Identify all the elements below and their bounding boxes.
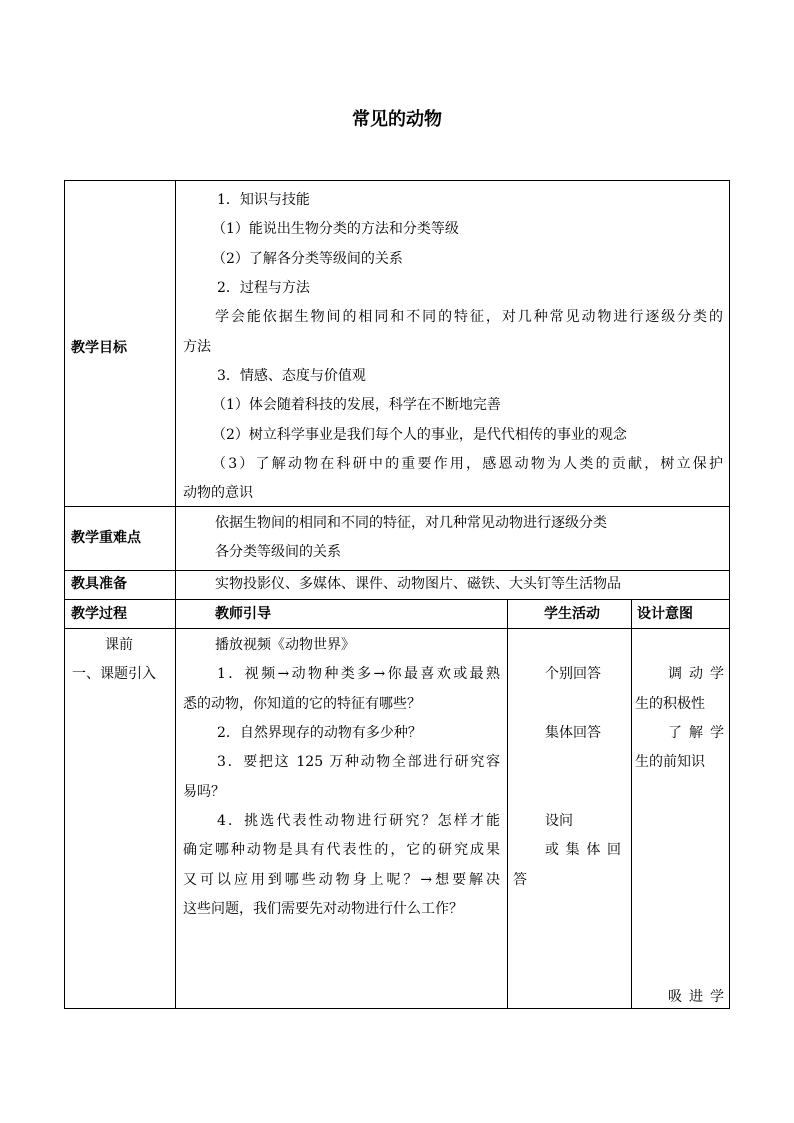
student-activity: 个别回答 xyxy=(545,666,601,682)
keypoint-line: 依据生物间的相同和不同的特征，对几种常见动物进行逐级分类 xyxy=(215,515,607,531)
student-activity: 集体回答 xyxy=(545,725,601,741)
stage-label: 一、课题引入 xyxy=(72,666,156,682)
design-note: 吸进学 xyxy=(668,989,724,1005)
goal-line: （2）树立科学事业是我们每个人的事业，是代代相传的事业的观念 xyxy=(212,427,627,443)
teacher-line: 这些问题，我们需要先对动物进行什么工作？ xyxy=(183,901,463,917)
student-header: 学生活动 xyxy=(544,606,600,622)
column-divider xyxy=(507,599,508,1009)
student-activity: 答 xyxy=(513,872,527,888)
lesson-plan-table xyxy=(64,180,730,1009)
goal-line: （2）了解各分类等级间的关系 xyxy=(212,251,403,267)
goal-line: 方法 xyxy=(183,339,211,355)
column-divider xyxy=(175,180,176,1009)
table-border-left xyxy=(64,180,65,1009)
design-header: 设计意图 xyxy=(637,606,693,622)
design-note: 调动学 xyxy=(668,666,724,682)
design-note: 生的积极性 xyxy=(635,696,705,712)
row-divider xyxy=(64,570,730,571)
table-border-right xyxy=(729,180,730,1009)
keypoints-label: 教学重难点 xyxy=(71,530,141,546)
goal-line: 1．知识与技能 xyxy=(217,192,310,208)
goal-line: （1）能说出生物分类的方法和分类等级 xyxy=(212,221,459,237)
row-divider xyxy=(64,506,730,507)
goal-line: （1）体会随着科技的发展，科学在不断地完善 xyxy=(212,397,501,413)
goal-line: 动物的意识 xyxy=(183,485,253,501)
teacher-line: 悉的动物，你知道的它的特征有哪些？ xyxy=(183,696,421,712)
teacher-line: 易吗？ xyxy=(183,784,225,800)
student-activity: 或集体回 xyxy=(545,842,621,858)
teacher-line: 确定哪种动物是具有代表性的，它的研究成果 xyxy=(183,842,500,858)
design-note: 生的前知识 xyxy=(635,754,705,770)
goal-line: 3．情感、态度与价值观 xyxy=(217,368,366,384)
goals-label: 教学目标 xyxy=(71,340,127,356)
teacher-line: 播放视频《动物世界》 xyxy=(215,637,355,653)
stage-label: 课前 xyxy=(105,637,133,653)
design-note: 了解学 xyxy=(668,725,724,741)
page-title: 常见的动物 xyxy=(352,109,442,130)
goal-line: （3）了解动物在科研中的重要作用，感恩动物为人类的贡献，树立保护 xyxy=(212,456,723,472)
goal-line: 学会能依据生物间的相同和不同的特征，对几种常见动物进行逐级分类的 xyxy=(215,309,723,325)
teacher-line: 1．视频→动物种类多→你最喜欢或最熟 xyxy=(217,666,500,682)
keypoint-line: 各分类等级间的关系 xyxy=(215,544,341,560)
teacher-header: 教师引导 xyxy=(215,606,271,622)
process-label: 教学过程 xyxy=(71,606,127,622)
tools-label: 教具准备 xyxy=(71,576,127,592)
teacher-line: 4．挑选代表性动物进行研究？怎样才能 xyxy=(217,813,500,829)
teacher-line: 3．要把这 125 万种动物全部进行研究容 xyxy=(217,754,500,770)
table-border-top xyxy=(64,180,730,181)
tools-text: 实物投影仪、多媒体、课件、动物图片、磁铁、大头钉等生活物品 xyxy=(215,576,621,592)
teacher-line: 又可以应用到哪些动物身上呢？→想要解决 xyxy=(183,872,500,888)
column-divider xyxy=(631,599,632,1009)
goal-line: 2．过程与方法 xyxy=(217,280,310,296)
teacher-line: 2．自然界现存的动物有多少种？ xyxy=(217,725,422,741)
student-activity: 设问 xyxy=(545,813,573,829)
